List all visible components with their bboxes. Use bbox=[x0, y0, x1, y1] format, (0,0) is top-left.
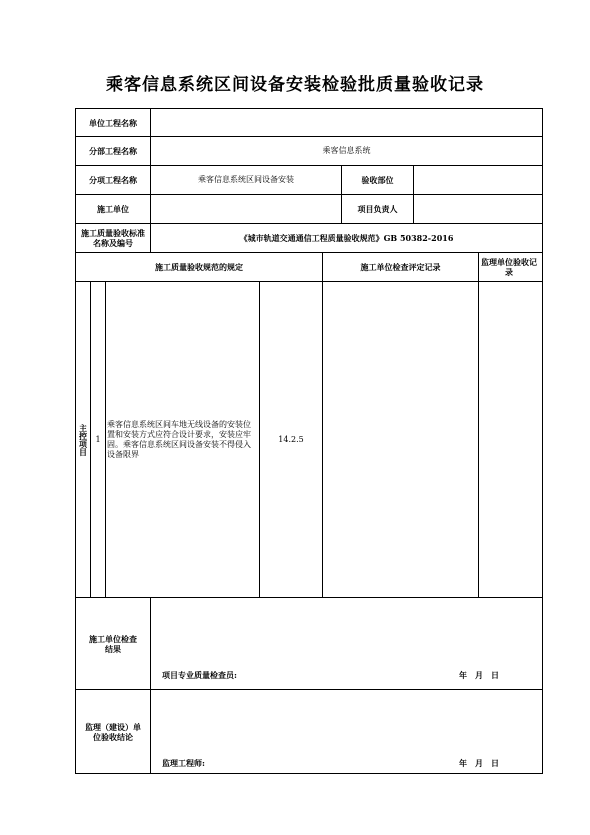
supervisor-record-header: 监理单位验收记录 bbox=[481, 257, 537, 277]
main-item-category-text: 主控项目 bbox=[78, 423, 89, 456]
contractor-result-label: 施工单位检查结果 bbox=[89, 633, 137, 654]
spec-header: 施工质量验收规范的规定 bbox=[155, 262, 243, 272]
supervisor-result-signer: 监理工程师: bbox=[162, 758, 205, 768]
project-manager-value[interactable] bbox=[414, 195, 542, 223]
supervisor-result-date: 年 月 日 bbox=[459, 758, 499, 768]
contractor-check-header: 施工单位检查评定记录 bbox=[360, 262, 441, 272]
main-item-contractor-record[interactable] bbox=[323, 282, 478, 597]
acceptance-part-label: 验收部位 bbox=[361, 175, 394, 185]
unit-project-label: 单位工程名称 bbox=[89, 117, 137, 128]
main-item-index: 1 bbox=[95, 434, 101, 444]
main-item-supervisor-record[interactable] bbox=[479, 282, 542, 597]
inspection-form bbox=[75, 108, 543, 774]
unit-project-value[interactable] bbox=[151, 109, 542, 136]
subsection-label: 分部工程名称 bbox=[89, 146, 137, 156]
contractor-result-signer: 项目专业质量检查员: bbox=[162, 670, 237, 680]
contractor-label: 施工单位 bbox=[97, 204, 129, 214]
contractor-value[interactable] bbox=[151, 195, 341, 223]
standard-label: 施工质量验收标准名称及编号 bbox=[81, 228, 145, 248]
main-item-clause: 14.2.5 bbox=[278, 434, 304, 444]
standard-value: 《城市轨道交通通信工程质量验收规范》GB 50382-2016 bbox=[239, 233, 454, 243]
main-item-category bbox=[76, 282, 90, 597]
subitem-label: 分项工程名称 bbox=[89, 175, 137, 185]
subitem-value[interactable]: 乘客信息系统区间设备安装 bbox=[198, 175, 294, 184]
contractor-result-date: 年 月 日 bbox=[459, 670, 499, 680]
form-title: 乘客信息系统区间设备安装检验批质量验收记录 bbox=[106, 75, 484, 95]
project-manager-label: 项目负责人 bbox=[357, 204, 398, 214]
main-item-description: 乘客信息系统区间车地无线设备的安装位置和安装方式应符合设计要求，安装应牢固。乘客信息系统区间设备安装不得侵入设备限界 bbox=[107, 419, 251, 459]
subsection-value[interactable]: 乘客信息系统 bbox=[322, 146, 371, 155]
acceptance-part-value[interactable] bbox=[414, 166, 542, 194]
supervisor-result-label: 监理（建设）单位验收结论 bbox=[85, 722, 141, 742]
